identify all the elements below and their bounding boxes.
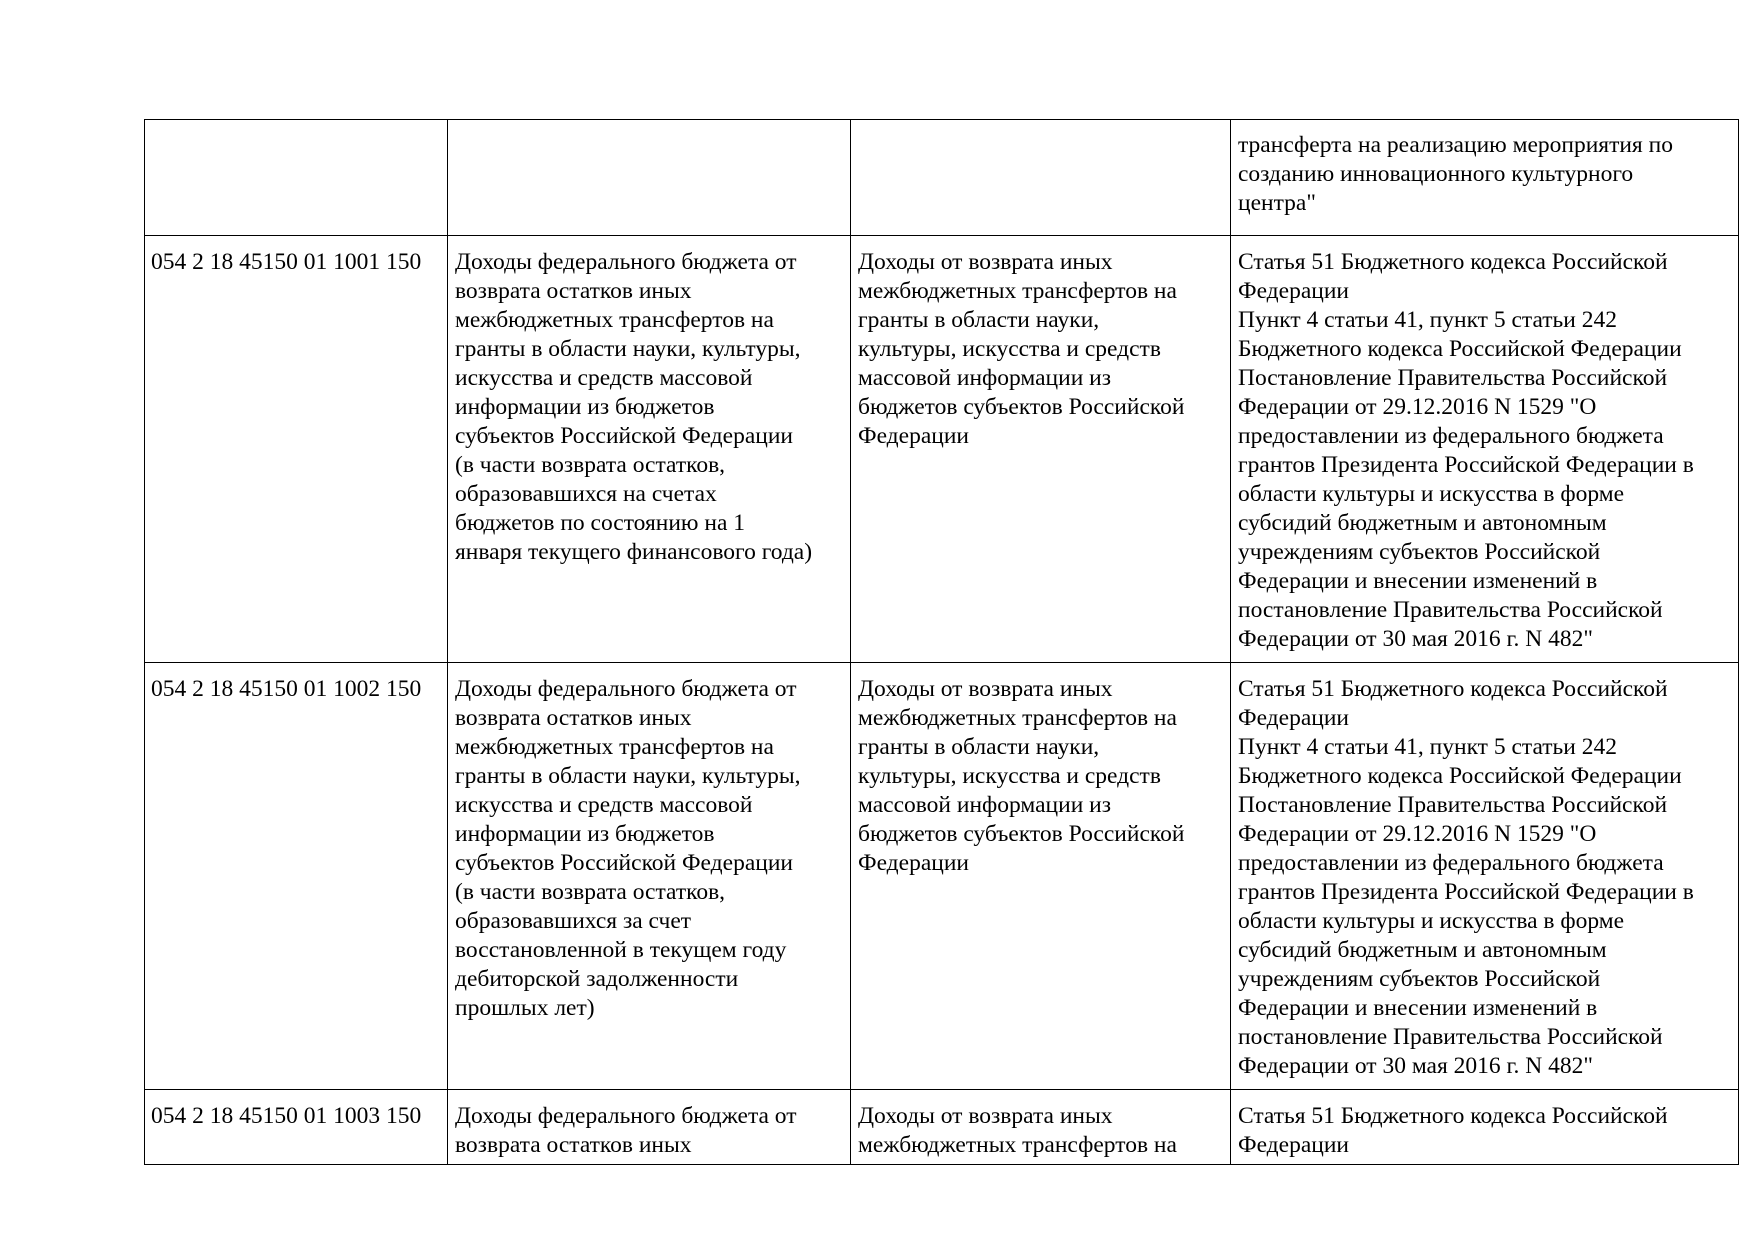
table-row <box>145 663 1739 1090</box>
description-line: субъектов Российской Федерации <box>455 850 793 876</box>
description-line: Доходы федерального бюджета от <box>455 676 797 702</box>
basis-line: центра" <box>1238 190 1316 216</box>
legal-basis-cell <box>1231 236 1739 663</box>
name-line: межбюджетных трансфертов на <box>858 278 1177 304</box>
legal-basis-cell <box>1231 1090 1739 1165</box>
name-cell <box>851 1090 1231 1165</box>
description-line: Доходы федерального бюджета от <box>455 249 797 275</box>
name-line: массовой информации из <box>858 792 1112 818</box>
legal-basis-cell <box>1231 120 1739 236</box>
description-line: информации из бюджетов <box>455 821 715 847</box>
description-line: межбюджетных трансфертов на <box>455 734 774 760</box>
basis-line: субсидий бюджетным и автономным <box>1238 937 1607 963</box>
name-line: Доходы от возврата иных <box>858 1103 1113 1129</box>
name-line: межбюджетных трансфертов на <box>858 1132 1177 1158</box>
name-cell <box>851 663 1231 1090</box>
description-line: возврата остатков иных <box>455 278 692 304</box>
basis-line: учреждениям субъектов Российской <box>1238 966 1601 992</box>
name-line: Доходы от возврата иных <box>858 676 1113 702</box>
description-line: дебиторской задолженности <box>455 966 739 992</box>
description-line: искусства и средств массовой <box>455 792 753 818</box>
description-line: января текущего финансового года) <box>455 539 813 565</box>
table-row <box>145 1090 1739 1165</box>
basis-line: Федерации от 29.12.2016 N 1529 "О <box>1238 821 1597 847</box>
name-line: межбюджетных трансфертов на <box>858 705 1177 731</box>
basis-line: Пункт 4 статьи 41, пункт 5 статьи 242 <box>1238 734 1617 760</box>
basis-line: Федерации от 30 мая 2016 г. N 482" <box>1238 626 1593 652</box>
table-row <box>145 120 1739 236</box>
description-line: субъектов Российской Федерации <box>455 423 793 449</box>
name-line: гранты в области науки, <box>858 307 1100 333</box>
name-line: культуры, искусства и средств <box>858 336 1161 362</box>
basis-line: Федерации и внесении изменений в <box>1238 995 1598 1021</box>
basis-line: созданию инновационного культурного <box>1238 161 1634 187</box>
description-line: образовавшихся на счетах <box>455 481 717 507</box>
name-cell <box>851 236 1231 663</box>
table-body <box>145 120 1739 1165</box>
name-line: бюджетов субъектов Российской <box>858 821 1185 847</box>
basis-line: Федерации от 29.12.2016 N 1529 "О <box>1238 394 1597 420</box>
basis-line: Постановление Правительства Российской <box>1238 792 1668 818</box>
description-line: (в части возврата остатков, <box>455 879 726 905</box>
basis-line: Постановление Правительства Российской <box>1238 365 1668 391</box>
revenue-classification-table <box>144 119 1739 1165</box>
name-line: бюджетов субъектов Российской <box>858 394 1185 420</box>
description-line: гранты в области науки, культуры, <box>455 336 801 362</box>
name-cell <box>851 120 1231 236</box>
basis-line: грантов Президента Российской Федерации в <box>1238 879 1694 905</box>
basis-line: грантов Президента Российской Федерации в <box>1238 452 1694 478</box>
description-line: возврата остатков иных <box>455 705 692 731</box>
basis-line: постановление Правительства Российской <box>1238 1024 1663 1050</box>
description-line: межбюджетных трансфертов на <box>455 307 774 333</box>
basis-line: Бюджетного кодекса Российской Федерации <box>1238 763 1682 789</box>
name-line: массовой информации из <box>858 365 1112 391</box>
description-cell <box>448 120 851 236</box>
basis-line: Бюджетного кодекса Российской Федерации <box>1238 336 1682 362</box>
basis-line: субсидий бюджетным и автономным <box>1238 510 1607 536</box>
basis-line: Пункт 4 статьи 41, пункт 5 статьи 242 <box>1238 307 1617 333</box>
description-line: восстановленной в текущем году <box>455 937 787 963</box>
basis-line: Федерации <box>1238 278 1349 304</box>
description-line: гранты в области науки, культуры, <box>455 763 801 789</box>
basis-line: Федерации <box>1238 1132 1349 1158</box>
name-line: культуры, искусства и средств <box>858 763 1161 789</box>
description-line: Доходы федерального бюджета от <box>455 1103 797 1129</box>
code-cell <box>145 120 448 236</box>
description-line: образовавшихся за счет <box>455 908 692 934</box>
description-line: информации из бюджетов <box>455 394 715 420</box>
description-line: искусства и средств массовой <box>455 365 753 391</box>
basis-line: предоставлении из федерального бюджета <box>1238 850 1664 876</box>
code-cell: 054 2 18 45150 01 1003 150 <box>145 1090 448 1165</box>
code-cell: 054 2 18 45150 01 1002 150 <box>145 663 448 1090</box>
basis-line: области культуры и искусства в форме <box>1238 481 1625 507</box>
legal-basis-cell <box>1231 663 1739 1090</box>
name-line: Федерации <box>858 850 969 876</box>
basis-line: области культуры и искусства в форме <box>1238 908 1625 934</box>
name-line: гранты в области науки, <box>858 734 1100 760</box>
basis-line: Статья 51 Бюджетного кодекса Российской <box>1238 1103 1668 1129</box>
description-cell <box>448 663 851 1090</box>
description-line: возврата остатков иных <box>455 1132 692 1158</box>
description-line: бюджетов по состоянию на 1 <box>455 510 745 536</box>
basis-line: Статья 51 Бюджетного кодекса Российской <box>1238 249 1668 275</box>
basis-line: предоставлении из федерального бюджета <box>1238 423 1664 449</box>
description-cell <box>448 236 851 663</box>
basis-line: Федерации <box>1238 705 1349 731</box>
basis-line: постановление Правительства Российской <box>1238 597 1663 623</box>
basis-line: трансферта на реализацию мероприятия по <box>1238 132 1673 158</box>
basis-line: Статья 51 Бюджетного кодекса Российской <box>1238 676 1668 702</box>
description-line: прошлых лет) <box>455 995 595 1021</box>
name-line: Федерации <box>858 423 969 449</box>
description-cell <box>448 1090 851 1165</box>
basis-line: Федерации и внесении изменений в <box>1238 568 1598 594</box>
code-cell: 054 2 18 45150 01 1001 150 <box>145 236 448 663</box>
table-row <box>145 236 1739 663</box>
name-line: Доходы от возврата иных <box>858 249 1113 275</box>
basis-line: Федерации от 30 мая 2016 г. N 482" <box>1238 1053 1593 1079</box>
basis-line: учреждениям субъектов Российской <box>1238 539 1601 565</box>
description-line: (в части возврата остатков, <box>455 452 726 478</box>
